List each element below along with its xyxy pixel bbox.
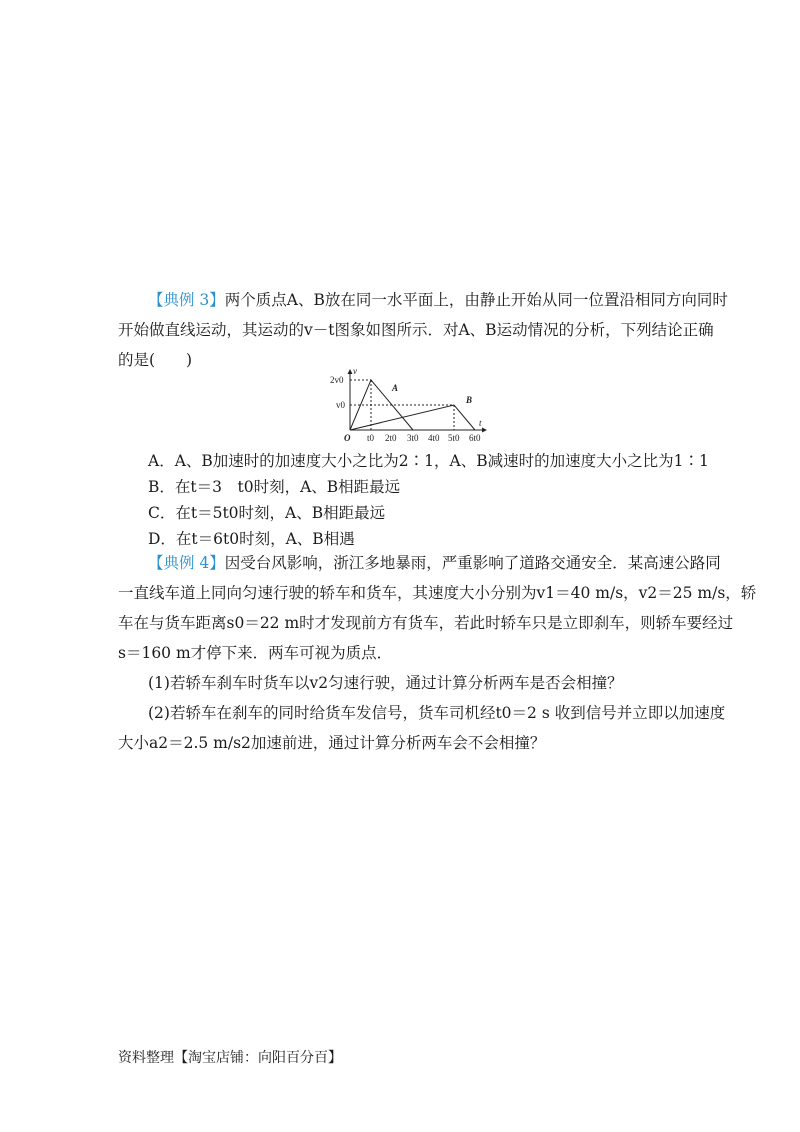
footer-note: 资料整理【淘宝店铺：向阳百分百】: [118, 1050, 342, 1066]
tick-5t0: 5t0: [448, 433, 460, 442]
origin-label: O: [344, 433, 351, 442]
tick-6t0: 6t0: [469, 433, 481, 442]
example-3-line-2: 开始做直线运动，其运动的v－t图象如图所示．对A、B运动情况的分析，下列结论正确: [118, 321, 714, 339]
label-a: A: [392, 383, 399, 393]
example-3-line-1: 【典例 3】两个质点A、B放在同一水平面上，由静止开始从同一位置沿相同方向同时: [118, 285, 684, 315]
option-b: B．在t＝3 t0时刻，A、B相距最远: [148, 478, 401, 496]
example-4-line-1: 【典例 4】因受台风影响，浙江多地暴雨，严重影响了道路交通安全．某高速公路同: [118, 548, 684, 578]
example-4-tag: 【典例 4】: [148, 554, 225, 572]
label-b: B: [466, 395, 473, 405]
question-2-line-1: (2)若轿车在刹车的同时给货车发信号，货车司机经t0＝2 s 收到信号并立即以加速度: [148, 704, 726, 722]
t-axis-label: t: [479, 418, 482, 428]
tick-3t0: 3t0: [407, 433, 419, 442]
line-b: [350, 405, 475, 430]
question-1: (1)若轿车刹车时货车以v2匀速行驶，通过计算分析两车是否会相撞？: [148, 674, 623, 692]
example-3: [118, 285, 728, 375]
example-3-tag: 【典例 3】: [148, 291, 225, 309]
tick-2v0: 2v0: [330, 375, 344, 385]
example-4-line-2: 一直线车道上同向匀速行驶的轿车和货车，其速度大小分别为v1＝40 m/s，v2＝25 m/s，轿: [118, 584, 757, 602]
tick-t0: t0: [367, 433, 375, 442]
example-4: [118, 548, 757, 758]
example-3-line-3: 的是( ): [118, 351, 193, 369]
example-4-line-4: s＝160 m才停下来．两车可视为质点．: [118, 644, 393, 662]
vt-graph-svg: [330, 366, 490, 442]
vt-graph: [330, 366, 490, 446]
tick-4t0: 4t0: [428, 433, 440, 442]
v-axis-arrow: [348, 369, 353, 374]
tick-v0: v0: [336, 400, 345, 410]
t-axis-arrow: [482, 428, 487, 433]
tick-2t0: 2t0: [385, 433, 397, 442]
option-a: A．A、B加速时的加速度大小之比为2∶1，A、B减速时的加速度大小之比为1∶1: [148, 452, 709, 470]
option-c: C．在t＝5t0时刻，A、B相距最远: [148, 504, 386, 522]
example-4-line-3: 车在与货车距离s0＝22 m时才发现前方有货车，若此时轿车只是立即刹车，则轿车要经过: [118, 614, 734, 632]
v-axis-label: v: [353, 366, 357, 376]
question-2-line-2: 大小a2＝2.5 m/s2加速前进，通过计算分析两车会不会相撞？: [118, 734, 546, 752]
option-d: D．在t＝6t0时刻，A、B相遇: [148, 530, 355, 548]
